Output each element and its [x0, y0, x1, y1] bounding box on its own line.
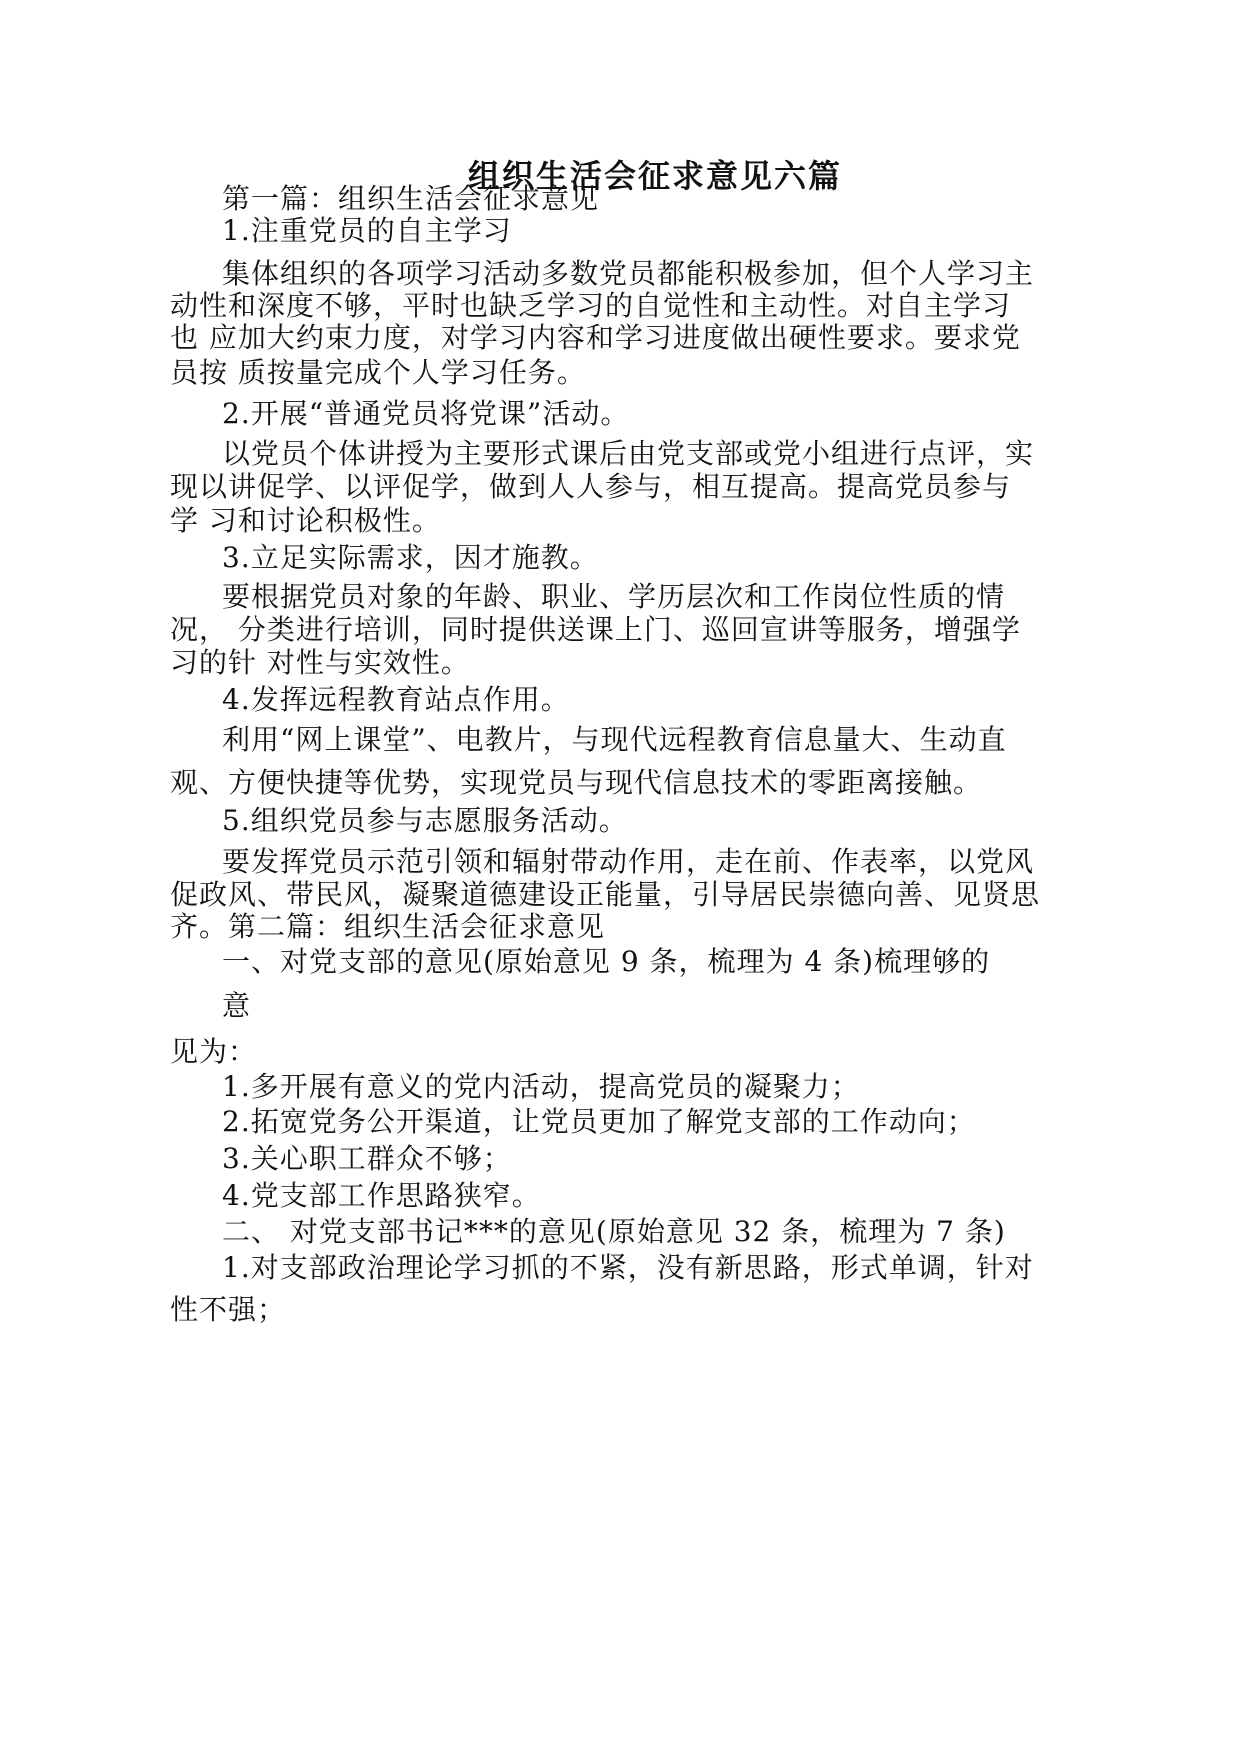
paragraph-line: 集体组织的各项学习活动多数党员都能积极参加，但个人学习主	[222, 257, 1035, 290]
paragraph-line: 员按 质按量完成个人学习任务。	[170, 356, 586, 389]
paragraph-line: 1.多开展有意义的党内活动，提高党员的凝聚力；	[222, 1070, 860, 1103]
paragraph-line: 第一篇：组织生活会征求意见	[222, 182, 600, 215]
paragraph-line: 动性和深度不够，平时也缺乏学习的自觉性和主动性。对自主学习	[170, 289, 1012, 322]
paragraph-line: 意	[222, 989, 252, 1022]
paragraph-line: 促政风、带民风，凝聚道德建设正能量，引导居民崇德向善、见贤思	[170, 878, 1041, 911]
document-title: 组织生活会征求意见六篇	[467, 157, 842, 195]
paragraph-line: 3.立足实际需求，因才施教。	[222, 541, 599, 574]
paragraph-line: 一、对党支部的意见(原始意见 9 条，梳理为 4 条)梳理够的	[222, 945, 991, 978]
paragraph-line: 2.开展“普通党员将党课”活动。	[222, 397, 630, 430]
paragraph-line: 以党员个体讲授为主要形式课后由党支部或党小组进行点评，实	[222, 437, 1035, 470]
paragraph-line: 3.关心职工群众不够；	[222, 1142, 512, 1175]
paragraph-line: 齐。第二篇：组织生活会征求意见	[170, 910, 606, 943]
paragraph-line: 观、方便快捷等优势，实现党员与现代信息技术的零距离接触。	[170, 766, 983, 799]
paragraph-line: 利用“网上课堂”、电教片，与现代远程教育信息量大、生动直	[222, 723, 1007, 756]
paragraph-line: 1.对支部政治理论学习抓的不紧，没有新思路，形式单调，针对	[222, 1251, 1034, 1284]
paragraph-line: 性不强；	[170, 1293, 287, 1326]
paragraph-line: 4.发挥远程教育站点作用。	[222, 683, 570, 716]
paragraph-line: 二、 对党支部书记***的意见(原始意见 32 条，梳理为 7 条)	[222, 1215, 1006, 1248]
paragraph-line: 要发挥党员示范引领和辐射带动作用，走在前、作表率，以党风	[222, 845, 1035, 878]
paragraph-line: 要根据党员对象的年龄、职业、学历层次和工作岗位性质的情	[222, 580, 1006, 613]
paragraph-line: 见为：	[170, 1035, 258, 1068]
paragraph-line: 4.党支部工作思路狭窄。	[222, 1179, 541, 1212]
paragraph-line: 5.组织党员参与志愿服务活动。	[222, 804, 628, 837]
paragraph-line: 况， 分类进行培训，同时提供送课上门、巡回宣讲等服务，增强学	[170, 613, 1021, 646]
paragraph-line: 1.注重党员的自主学习	[222, 214, 512, 247]
paragraph-line: 也 应加大约束力度，对学习内容和学习进度做出硬性要求。要求党	[170, 321, 1021, 354]
paragraph-line: 现以讲促学、以评促学，做到人人参与，相互提高。提高党员参与	[170, 470, 1012, 503]
paragraph-line: 2.拓宽党务公开渠道，让党员更加了解党支部的工作动向；	[222, 1105, 976, 1138]
paragraph-line: 学 习和讨论积极性。	[170, 504, 441, 537]
paragraph-line: 习的针 对性与实效性。	[170, 646, 470, 679]
